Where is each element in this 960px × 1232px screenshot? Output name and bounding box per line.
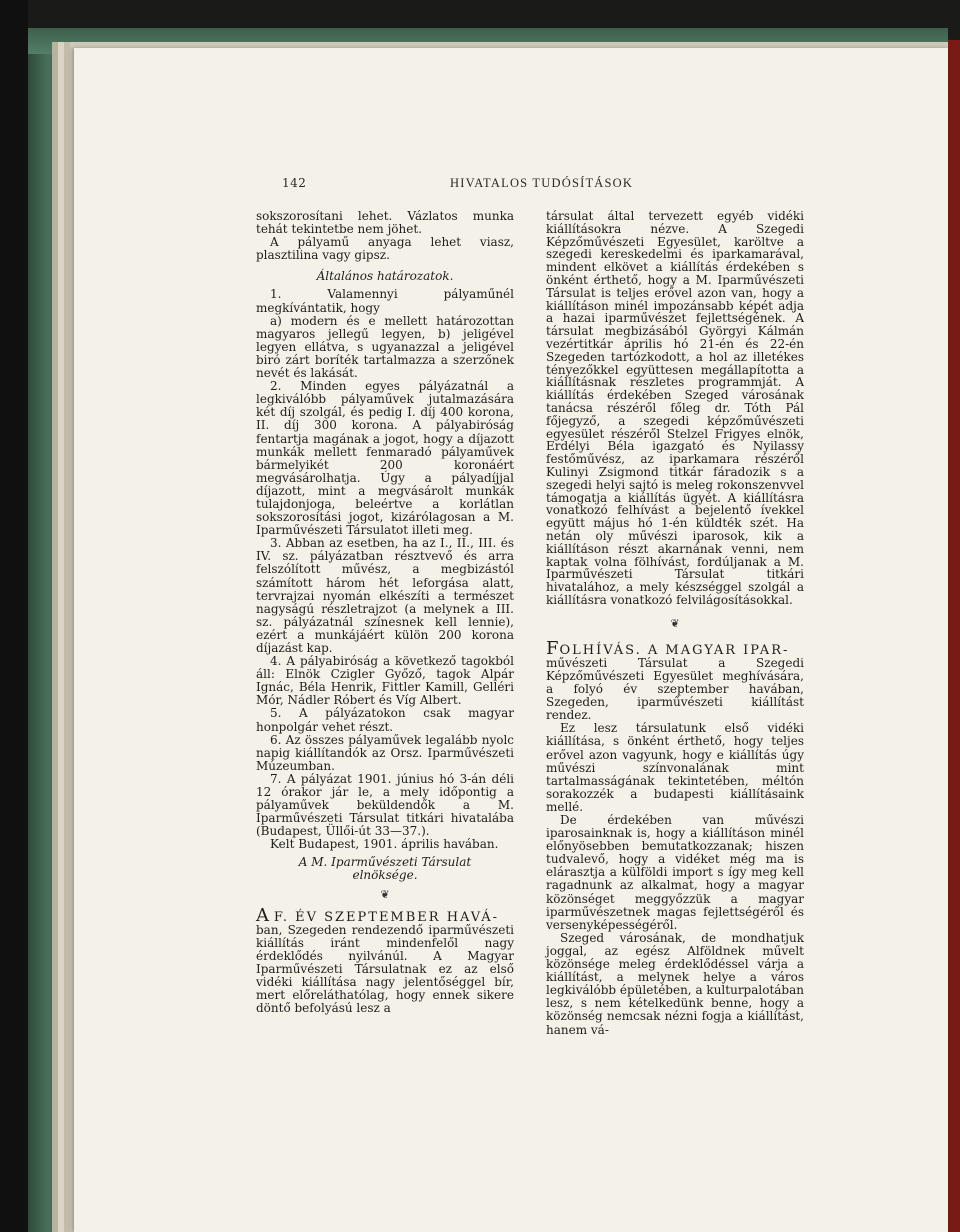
ornament-icon: ❦: [380, 887, 390, 901]
scanner-frame: [0, 0, 28, 1232]
drop-letter: F: [546, 637, 560, 659]
paragraph: művészeti Társulat a Szegedi Képzőművészeti Egyesület meghívására, a folyó év szeptember havában, Szegeden, iparművészeti kiállítást rendez.: [546, 655, 804, 723]
paragraph: Szeged városának, de mondhatjuk joggal, az egész Alföldnek művelt közönsége meleg érdeklődéssel várja a kiállítást, a melynek helye a város legkiválóbb épületében, a kulturpalotában lesz, s nem kételkedünk benne, hogy a közönség nemcsak nézni fogja a kiállítást, hanem vá-: [546, 930, 804, 1037]
subheading: Általános határozatok.: [316, 269, 454, 284]
paragraph: Ez lesz társulatunk első vidéki kiállítása, s önként érthető, hogy teljes erővel azon vagyunk, hogy e kiállítás úgy művészi színvonalának mint tartalmasságának tekintetében, méltón sorakozzék a budapesti kiállításaink mellé.: [546, 721, 804, 814]
right-column: [546, 210, 804, 1037]
paragraph: sokszorosítani lehet. Vázlatos munka tehát tekintetbe nem jöhet.: [256, 209, 514, 237]
paragraph: a) modern és e mellett határozottan magyaros jellegű legyen, b) jeligével legyen ellátva, s ugyanazzal a jeligével biró zárt boríték tartalmazza a szerzőnek nevét és lakását.: [256, 313, 514, 381]
paragraph: 1. Valamennyi pályaműnél megkívántatik, hogy: [256, 287, 514, 315]
section-opening: [256, 904, 514, 926]
paragraph: társulat által tervezett egyéb vidéki kiállításokra nézve. A Szegedi Képzőművészeti Egyesület, karöltve a szegedi kereskedelmi és iparkamarával, mindent elkövet a kiállítás érdekében s önként érthető, hogy a M. Iparművészeti Társulat is teljes erővel azon van, hogy a kiállításon minél impozánsabb képét adja a hazai iparművészet fejlettségének. A társulat megbizásából Györgyi Kálmán vezértitkár április hó 21-én és 22-én Szegeden tartózkodott, a hol az illetékes tényezőkkel együttesen megállapította a kiállításnak részletes programmját. A kiállítás érdekében Szeged városának tanácsa részéről főleg dr. Tóth Pál főjegyző, a szegedi képzőművészeti egyesület részéről Stelzel Frigyes elnök, Erdélyi Béla igazgató és Nyilassy festőművész, az iparkamara részéről Kulinyi Zsigmond titkár fáradozik s a szegedi helyi sajtó is meleg rokonszenvvel támogatja a kiállítás ügyét. A kiállításra vonatkozó felhívást a bejelentő ívekkel együtt május hó 1-én küldték szét. Ha netán oly művészi iparosok, kik a kiállításon részt akarnának venni, nem kaptak volna fölhívást, fordúljanak a M. Iparművészeti Társulat titkári hivatalához, a mely készséggel szolgál a kiállításra vonatkozó felvilágosításokkal.: [546, 209, 804, 607]
section-caps: OLHÍVÁS. A MAGYAR IPAR-: [559, 642, 790, 658]
signature-line: A M. Iparművészeti Társulat: [298, 854, 472, 869]
book-cover-right-edge: [948, 40, 960, 1232]
paragraph: De érdekében van művészi iparosainknak is, hogy a kiállításon minél előnyösebben bemutatkozzanak; hiszen tudvalevő, hogy a vidéket még ma is elárasztja a külföldi import s így meg kell ragadnunk az alkalmat, hogy a magyar közönséget meggyőzzük a magyar iparművészetnek magas fejlettségéről és versenyképességéről.: [546, 813, 804, 932]
signature-line: elnöksége.: [352, 867, 418, 882]
paragraph: 3. Abban az esetben, ha az I., II., III. és IV. sz. pályázatban résztvevő és arra felszólított művész, a megbizástól számított három hét leforgása alatt, tervrajzai nyomán elkészíti a természet nagyságú részletrajzot (a melynek a III. sz. pályázatnál színesnek kell lennie), ezért a munkájáért külön 200 korona díjazást kap.: [256, 536, 514, 655]
ornament-icon: ❦: [670, 616, 680, 630]
section-caps: F. ÉV SZEPTEMBER HAVÁ-: [273, 909, 500, 925]
drop-letter: A: [256, 904, 270, 926]
paragraph: ban, Szegeden rendezendő iparművészeti kiállítás iránt mindenfelől nagy érdeklődés nyilvánúl. A Magyar Iparművészeti Társulatnak ez az első vidéki kiállítása nagy jelentőséggel bír, mert előreláthatólag, hogy ennek sikere döntő befolyású lesz a: [256, 922, 514, 1016]
paragraph: Kelt Budapest, 1901. április havában.: [270, 837, 499, 852]
paragraph: 4. A pályabiróság a következő tagokból áll: Elnök Czigler Győző, tagok Alpár Ignác, Béla Henrik, Fittler Kamill, Gelléri Mór, Nádler Róbert és Víg Albert.: [256, 654, 514, 708]
paragraph: 6. Az összes pályaművek legalább nyolc napig kiállítandók az Orsz. Iparművészeti Múzeumban.: [256, 732, 514, 773]
paragraph: 2. Minden egyes pályázatnál a legkiválóbb pályaművek jutalmazására két díj szolgál, és pedig I. díj 400 korona, II. díj 300 korona. A pályabiróság fentartja magának a jogot, hogy a díjazott munkák mellett fenmaradó pályaművek bármelyikét 200 koronáért megvásárolhatja. Úgy a pályadíjjal díjazott, mint a megvásárolt munkák tulajdonjoga, beleértve a korlátlan sokszorosítási jogot, kizárólagosan a M. Iparművészeti Társulatot illeti meg.: [256, 379, 514, 538]
left-column: [256, 210, 514, 1016]
paragraph: A pályamű anyaga lehet viasz, plasztilina vagy gipsz.: [256, 235, 514, 263]
paragraph: 5. A pályázatokon csak magyar honpolgár vehet részt.: [256, 706, 514, 734]
page-number: 142: [282, 176, 307, 190]
section-opening: [546, 637, 804, 659]
book-page: [74, 48, 948, 1232]
paragraph: 7. A pályázat 1901. június hó 3-án déli 12 órakor jár le, a mely időpontig a pályaművek beküldendők a M. Iparművészeti Társulat titkári hivatalába (Budapest, Üllői-út 33—37.).: [256, 771, 514, 839]
page-header: [74, 176, 948, 196]
running-head: HIVATALOS TUDÓSÍTÁSOK: [450, 176, 634, 190]
